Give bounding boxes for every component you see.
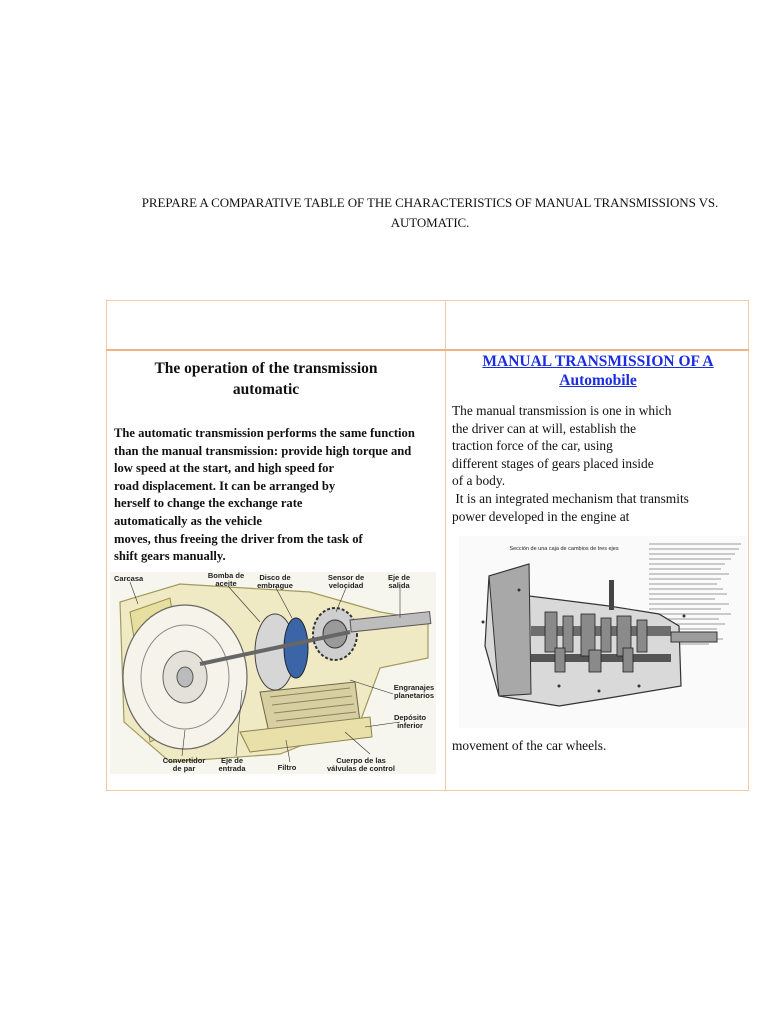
label-filtro: Filtro — [277, 763, 297, 772]
body-line: of a body. — [452, 473, 506, 489]
label-engranajes: Engranajes planetarios — [393, 683, 435, 700]
label-sensor: Sensor de velocidad — [327, 573, 365, 590]
heading-line-1: PREPARE A COMPARATIVE TABLE OF THE CHARACTERISTICS OF MANUAL TRANSMISSIONS VS. — [141, 195, 719, 210]
table-column-divider — [445, 300, 446, 791]
automatic-description — [114, 425, 444, 566]
label-cuerpo: Cuerpo de las válvulas de control — [327, 756, 395, 773]
automatic-transmission-illustration — [110, 572, 436, 774]
manual-section-title — [452, 352, 744, 390]
body-line: shift gears manually. — [114, 549, 226, 564]
body-line: moves, thus freeing the driver from the task of — [114, 531, 363, 546]
automatic-section-title — [110, 358, 422, 400]
body-line: It is an integrated mechanism that transmits — [452, 490, 689, 506]
automatic-transmission-drawing — [110, 572, 436, 774]
body-line: The automatic transmission performs the same function — [114, 426, 415, 440]
automatic-title-line-1: The operation of the transmission — [154, 360, 378, 377]
label-bomba: Bomba de aceite — [207, 572, 245, 588]
body-line: power developed in the engine at — [452, 508, 630, 524]
body-line: different stages of gears placed inside — [452, 455, 654, 471]
label-deposito: Depósito inferior — [393, 713, 427, 730]
figure-caption: Sección de una caja de cambios de tres ejes — [509, 546, 619, 552]
label-carcasa: Carcasa — [114, 574, 144, 583]
label-convertidor: Convertidor de par — [162, 756, 206, 773]
manual-description — [452, 402, 744, 525]
label-disco: Disco de embrague — [257, 573, 293, 590]
table-header-divider — [106, 349, 749, 351]
automatic-title-line-2: automatic — [232, 381, 300, 398]
body-line: traction force of the car, using — [452, 438, 613, 454]
manual-title-line-1: MANUAL TRANSMISSION OF A — [482, 353, 714, 370]
body-line: than the manual transmission: provide high torque and — [114, 443, 412, 458]
heading-line-2: AUTOMATIC. — [390, 215, 470, 230]
body-line: the driver can at will, establish the — [452, 420, 637, 436]
label-eje-salida: Eje de salida — [387, 573, 411, 590]
body-line: automatically as the vehicle — [114, 513, 262, 528]
body-line: The manual transmission is one in which — [452, 403, 672, 418]
body-line: road displacement. It can be arranged by — [114, 478, 336, 493]
body-line: herself to change the exchange rate — [114, 496, 303, 511]
manual-title-line-2: Automobile — [559, 372, 637, 389]
label-eje-entrada: Eje de entrada — [218, 756, 246, 773]
manual-gearbox-drawing — [459, 536, 747, 728]
body-line: low speed at the start, and high speed for — [114, 461, 335, 476]
page-heading — [100, 193, 760, 233]
manual-gearbox-illustration — [459, 536, 747, 728]
manual-description-tail: movement of the car wheels. — [452, 738, 607, 753]
